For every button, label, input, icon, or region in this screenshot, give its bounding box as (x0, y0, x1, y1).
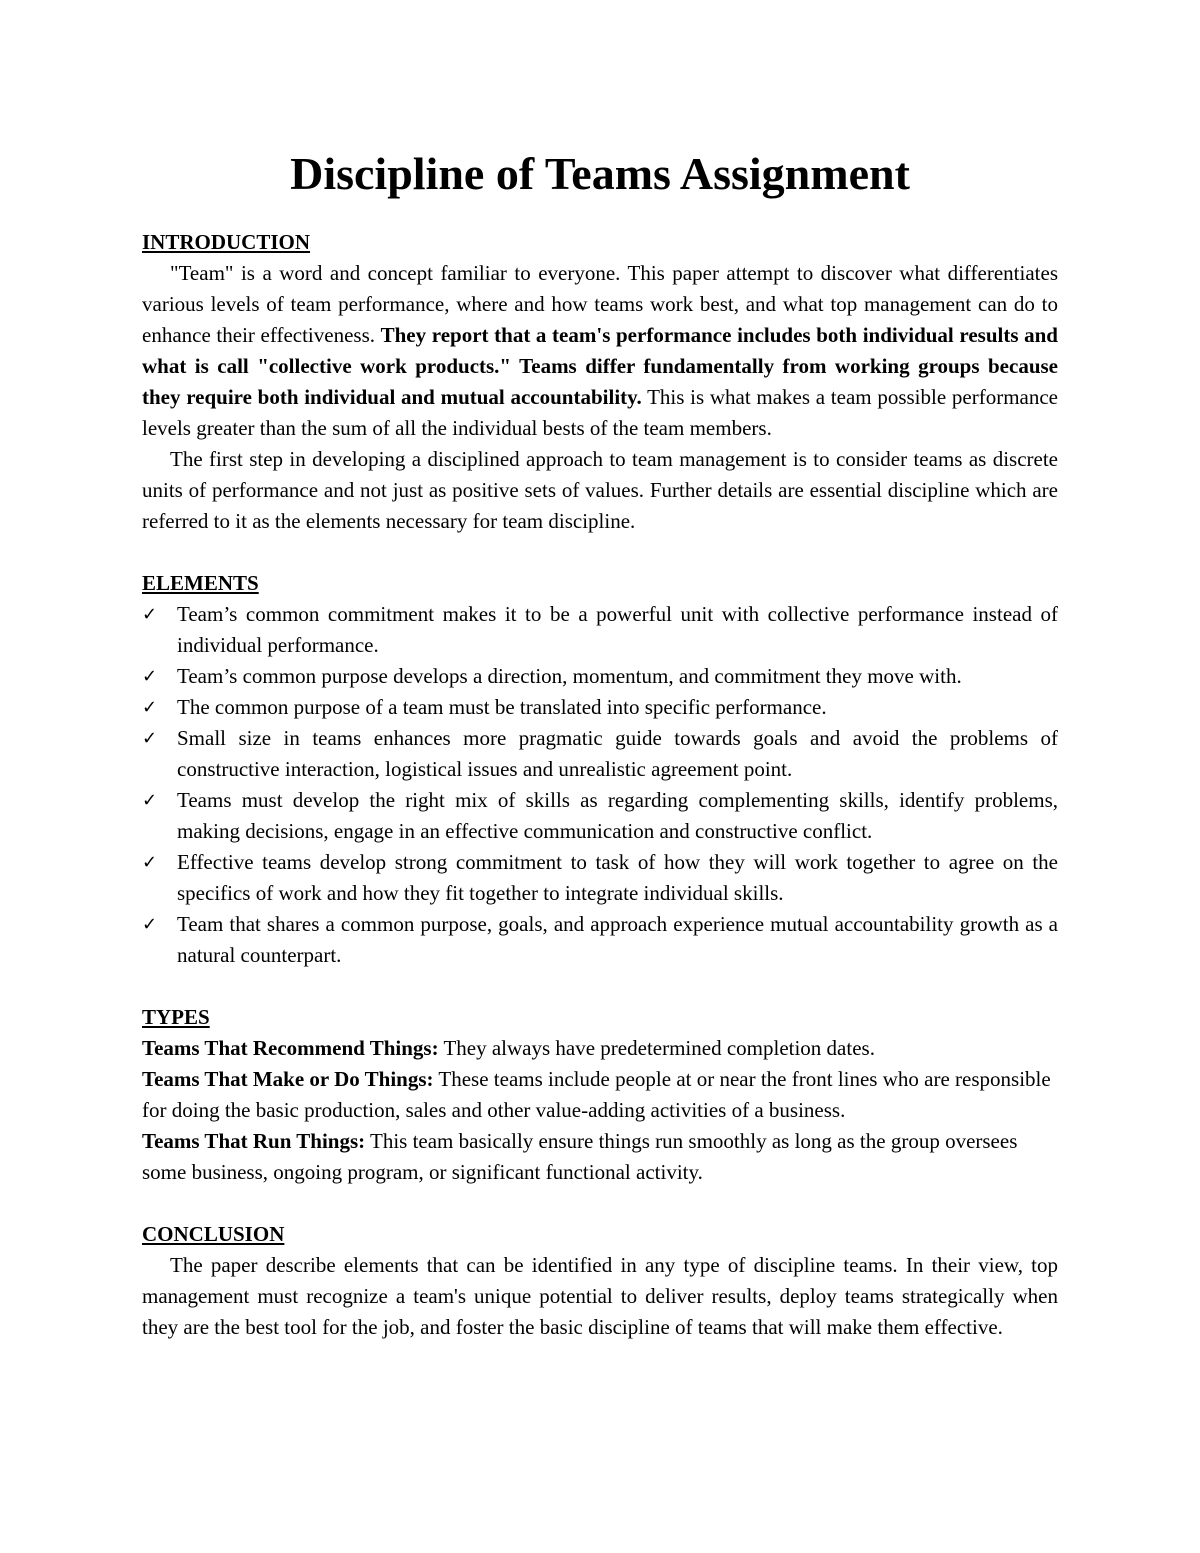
type-run-things (142, 1126, 1058, 1188)
checkmark-icon: ✓ (142, 604, 158, 625)
elements-heading: ELEMENTS (142, 571, 259, 595)
document-title: Discipline of Teams Assignment (290, 148, 910, 199)
list-item (142, 692, 1058, 723)
checkmark-icon: ✓ (142, 666, 158, 687)
checkmark-icon: ✓ (142, 697, 158, 718)
conclusion-heading: CONCLUSION (142, 1222, 285, 1246)
list-item-text: The common purpose of a team must be translated into specific performance. (177, 695, 827, 719)
type-make-or-do-things (142, 1064, 1058, 1126)
introduction-text-2: This is what makes a team possible performance levels greater than the sum of all the individual bests of the team members. (142, 385, 1058, 440)
list-item-text: Team that shares a common purpose, goals, and approach experience mutual accountability growth as a natural counterpart. (177, 912, 1058, 967)
introduction-paragraph-1 (142, 258, 1058, 444)
list-item-text: Team’s common purpose develops a direction, momentum, and commitment they move with. (177, 664, 962, 688)
introduction-text-1: "Team" is a word and concept familiar to everyone. This paper attempt to discover what differentiates various levels of team performance, where and how teams work best, and what top management can do to enhance their effectiveness. (142, 261, 1058, 347)
type-term: Teams That Recommend Things: (142, 1036, 439, 1060)
list-item-text: Teams must develop the right mix of skills as regarding complementing skills, identify problems, making decisions, engage in an effective communication and constructive conflict. (177, 788, 1058, 843)
type-recommend-things (142, 1033, 1058, 1064)
type-description: This team basically ensure things run smoothly as long as the group oversees some business, ongoing program, or significant functional activity. (142, 1129, 1018, 1184)
introduction-paragraph-2: The first step in developing a disciplined approach to team management is to consider teams as discrete units of performance and not just as positive sets of values. Further details are essential discipline which are referred to it as the elements necessary for team discipline. (142, 447, 1058, 533)
section-gap (142, 537, 1058, 568)
checkmark-icon: ✓ (142, 790, 158, 811)
list-item-text: Team’s common commitment makes it to be a powerful unit with collective performance instead of individual performance. (177, 602, 1058, 657)
checkmark-icon: ✓ (142, 728, 158, 749)
list-item (142, 847, 1058, 909)
section-gap (142, 1188, 1058, 1219)
elements-list (142, 599, 1058, 971)
type-description: They always have predetermined completion dates. (438, 1036, 875, 1060)
list-item (142, 785, 1058, 847)
document-body (142, 227, 1058, 1343)
type-term: Teams That Make or Do Things: (142, 1067, 434, 1091)
type-description: These teams include people at or near the front lines who are responsible for doing the basic production, sales and other value-adding activities of a business. (142, 1067, 1051, 1122)
list-item (142, 723, 1058, 785)
type-term: Teams That Run Things: (142, 1129, 366, 1153)
introduction-bold-text: They report that a team's performance includes both individual results and what is call "collective work products." Teams differ fundamentally from working groups because they require both individual and mutual accountability. (142, 323, 1058, 409)
list-item (142, 909, 1058, 971)
list-item (142, 661, 1058, 692)
checkmark-icon: ✓ (142, 852, 158, 873)
list-item (142, 599, 1058, 661)
list-item-text: Small size in teams enhances more pragmatic guide towards goals and avoid the problems of constructive interaction, logistical issues and unrealistic agreement point. (177, 726, 1058, 781)
checkmark-icon: ✓ (142, 914, 158, 935)
introduction-heading: INTRODUCTION (142, 230, 311, 254)
section-gap (142, 971, 1058, 1002)
list-item-text: Effective teams develop strong commitment to task of how they will work together to agree on the specifics of work and how they fit together to integrate individual skills. (177, 850, 1058, 905)
types-heading: TYPES (142, 1005, 210, 1029)
conclusion-paragraph: The paper describe elements that can be identified in any type of discipline teams. In their view, top management must recognize a team's unique potential to deliver results, deploy teams strategically when they are the best tool for the job, and foster the basic discipline of teams that will make them effective. (142, 1253, 1058, 1339)
